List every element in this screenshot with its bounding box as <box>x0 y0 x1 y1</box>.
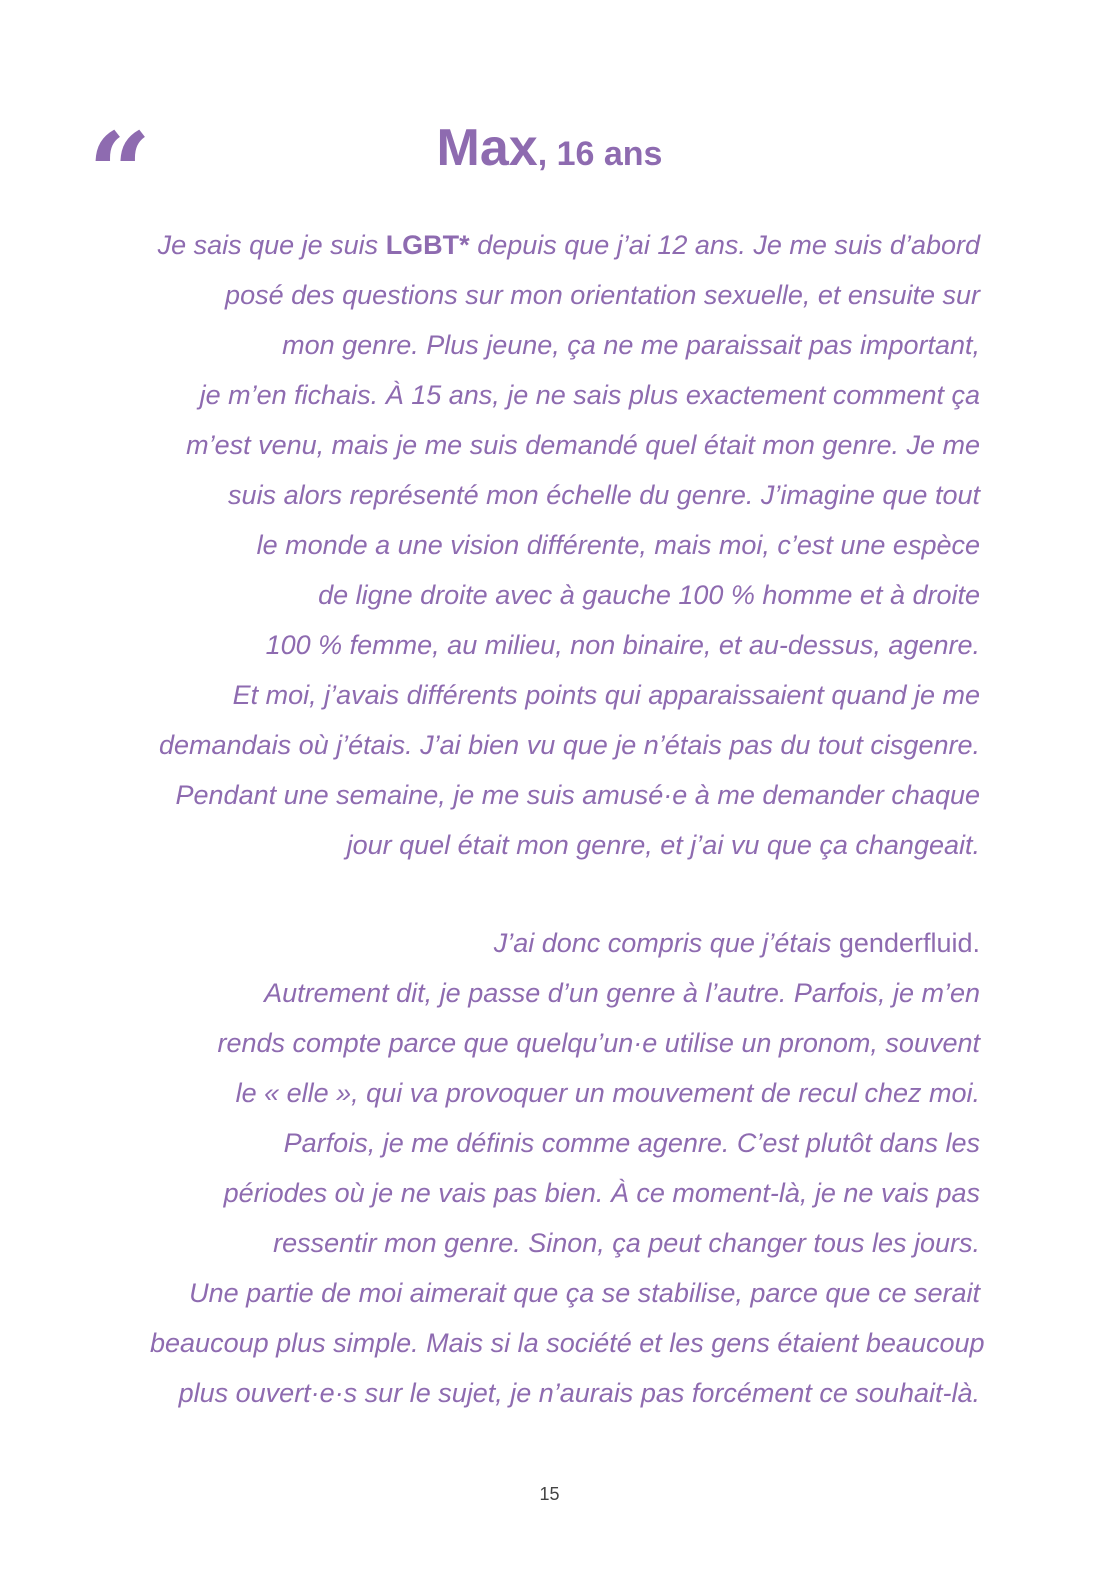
text-line: jour quel était mon genre, et j’ai vu que ça changeait. <box>346 830 980 860</box>
paragraph-2 <box>150 918 985 1418</box>
page-title <box>0 119 1099 177</box>
paragraph-1 <box>150 220 980 870</box>
text-line: Parfois, je me définis comme agenre. C’est plutôt dans les <box>283 1128 980 1158</box>
bold-term: LGBT* <box>385 230 470 260</box>
text-segment: depuis que j’ai 12 ans. Je me suis d’abord <box>469 230 980 260</box>
text-line: Autrement dit, je passe d’un genre à l’autre. Parfois, je m’en <box>264 978 980 1008</box>
title-name: Max <box>436 119 538 177</box>
text-line: de ligne droite avec à gauche 100 % homme et à droite <box>318 580 980 610</box>
text-line: posé des questions sur mon orientation sexuelle, et ensuite sur <box>225 280 980 310</box>
text-line: mon genre. Plus jeune, ça ne me paraissait pas important, <box>282 330 980 360</box>
text-line: beaucoup plus simple. Mais si la société et les gens étaient beaucoup <box>150 1328 985 1358</box>
quote-mark: “ <box>88 108 152 237</box>
text-line: le monde a une vision différente, mais moi, c’est une espèce <box>256 530 980 560</box>
text-line: demandais où j’étais. J’ai bien vu que je n’étais pas du tout cisgenre. <box>158 730 980 760</box>
text-segment: J’ai donc compris que j’étais <box>493 928 839 958</box>
text-line: rends compte parce que quelqu’un·e utilise un pronom, souvent <box>217 1028 980 1058</box>
page-number: 15 <box>539 1484 560 1504</box>
text-line: plus ouvert·e·s sur le sujet, je n’aurais pas forcément ce souhait-là. <box>178 1378 980 1408</box>
text-line: 100 % femme, au milieu, non binaire, et au-dessus, agenre. <box>265 630 980 660</box>
text-line: Pendant une semaine, je me suis amusé·e à me demander chaque <box>175 780 980 810</box>
text-line: périodes où je ne vais pas bien. À ce moment-là, je ne vais pas <box>223 1178 980 1208</box>
highlighted-term: genderfluid. <box>838 928 980 958</box>
text-line: Une partie de moi aimerait que ça se stabilise, parce que ce serait <box>189 1278 980 1308</box>
text-line <box>150 220 980 270</box>
text-line: m’est venu, mais je me suis demandé quel était mon genre. Je me <box>186 430 980 460</box>
text-line: je m’en fichais. À 15 ans, je ne sais plus exactement comment ça <box>199 380 980 410</box>
text-line <box>150 918 980 968</box>
text-line: le « elle », qui va provoquer un mouvement de recul chez moi. <box>235 1078 980 1108</box>
text-segment: Je sais que je suis <box>157 230 386 260</box>
text-line: ressentir mon genre. Sinon, ça peut changer tous les jours. <box>273 1228 980 1258</box>
text-line: suis alors représenté mon échelle du genre. J’imagine que tout <box>228 480 980 510</box>
text-line: Et moi, j’avais différents points qui apparaissaient quand je me <box>232 680 980 710</box>
title-age: , 16 ans <box>537 135 663 173</box>
